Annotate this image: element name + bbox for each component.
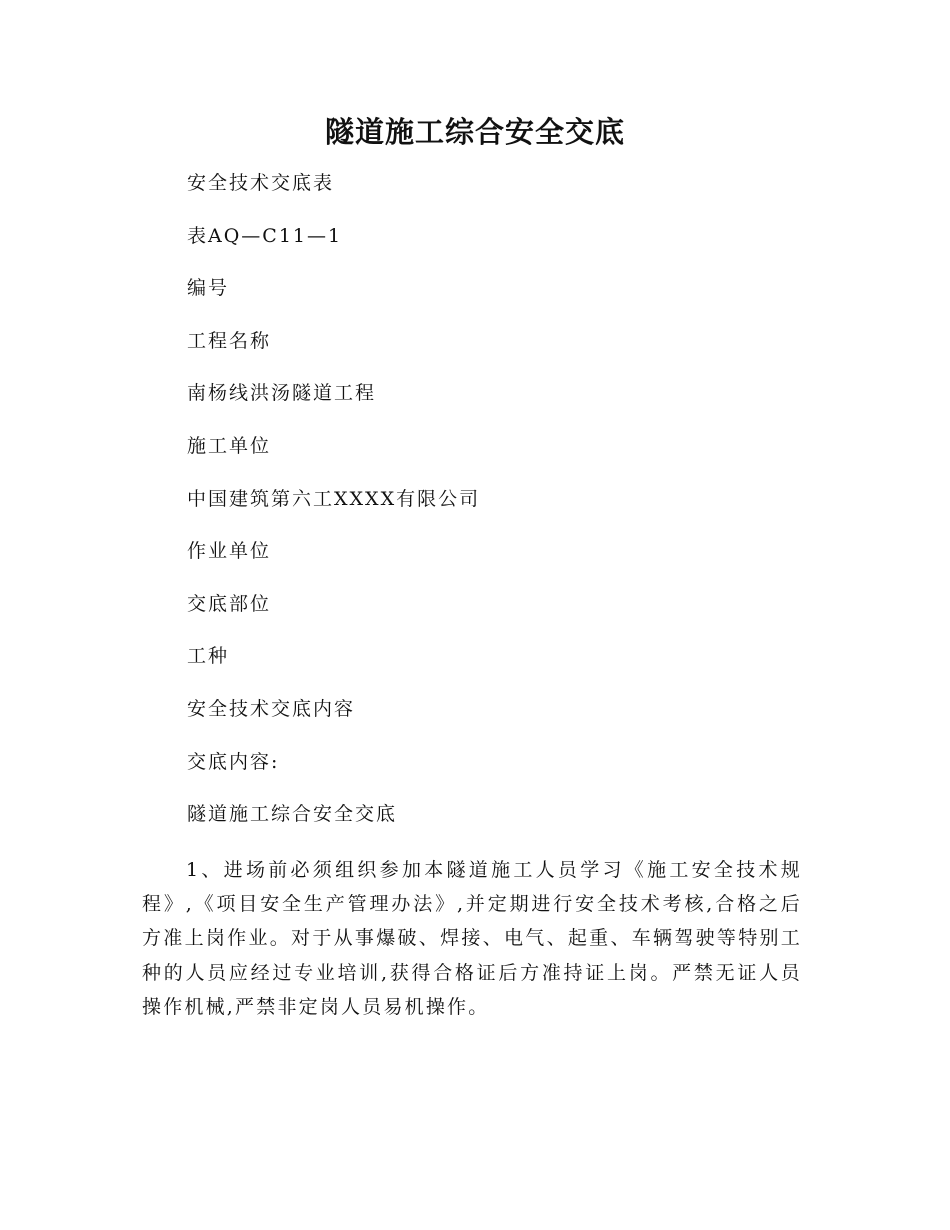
form-title: 安全技术交底表 <box>187 172 335 194</box>
form-field-list <box>187 168 827 852</box>
label-safety-briefing-content: 安全技术交底内容 <box>187 697 356 720</box>
label-work-type: 工种 <box>187 645 230 668</box>
value-construction-unit: 中国建筑第六工XXXX有限公司 <box>187 487 481 510</box>
paragraph-1: 1、进场前必须组织参加本隧道施工人员学习《施工安全技术规程》,《项目安全生产管理办法》,并定期进行安全技术考核,合格之后方准上岗作业。对于从事爆破、焊接、电气、起重、车辆驾驶等特别工种的人员应经过专业培训,获得合格证后方准持证上岗。严禁无证人员操作机械,严禁非定岗人员易机操作。 <box>142 859 802 1018</box>
label-project-name: 工程名称 <box>187 329 272 352</box>
document-title: 隧道施工综合安全交底 <box>324 115 625 149</box>
value-project-name: 南杨线洪汤隧道工程 <box>187 382 377 405</box>
label-briefing-location: 交底部位 <box>187 592 272 615</box>
label-serial-number: 编号 <box>187 277 230 300</box>
briefing-subject: 隧道施工综合安全交底 <box>187 803 398 826</box>
label-briefing-content: 交底内容: <box>187 750 280 773</box>
form-code: 表AQ—C11—1 <box>187 224 343 247</box>
label-construction-unit: 施工单位 <box>187 434 272 457</box>
label-operating-unit: 作业单位 <box>187 540 272 563</box>
